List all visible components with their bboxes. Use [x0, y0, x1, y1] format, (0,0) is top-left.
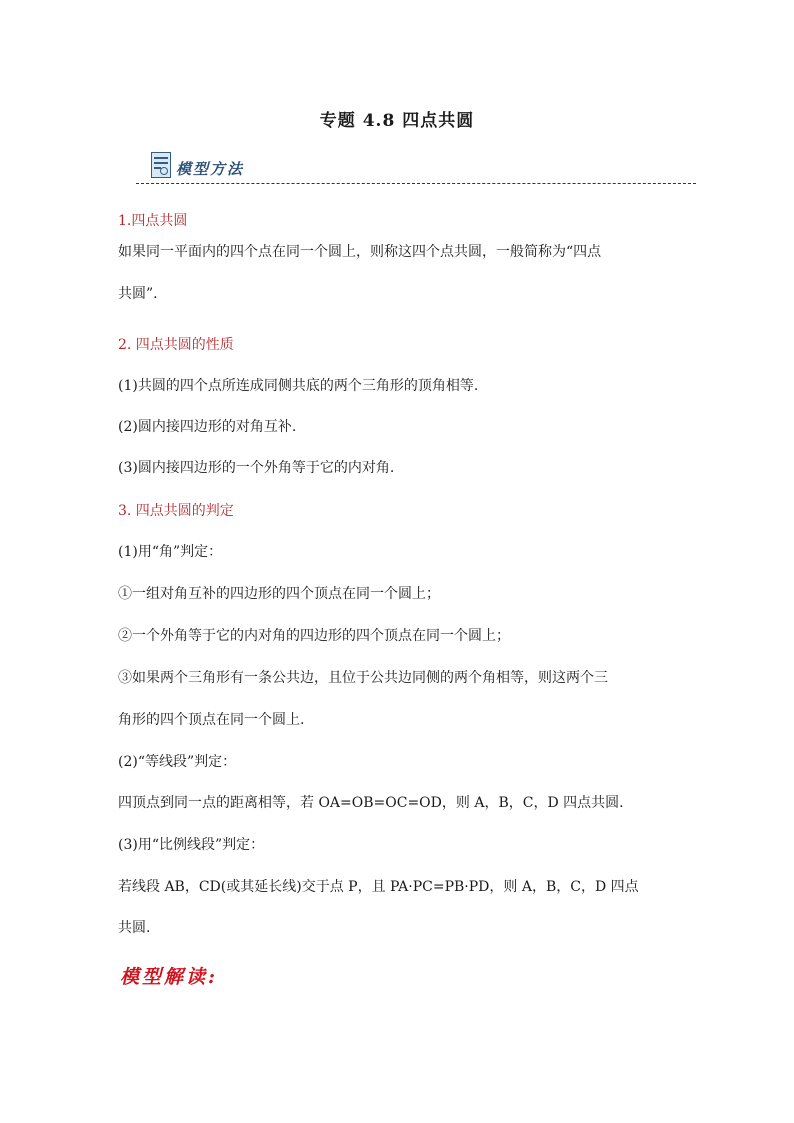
- paragraph-line: 若线段 AB，CD(或其延长线)交于点 P，且 PA·PC=PB·PD，则 A，B，C，D 四点: [118, 879, 639, 895]
- paragraph-line: ③如果两个三角形有一条公共边，且位于公共边同侧的两个角相等，则这两个三: [118, 670, 608, 686]
- section-heading: 1.四点共圆: [118, 213, 188, 229]
- page-title: 专题 4.8 四点共圆: [319, 111, 475, 131]
- paragraph-line: (1)用“角”判定：: [118, 544, 223, 560]
- banner-label: 模型方法: [176, 160, 245, 178]
- paragraph-line: (3)圆内接四边形的一个外角等于它的内对角.: [118, 460, 395, 476]
- paragraph-line: (2)“等线段”判定：: [118, 754, 237, 770]
- paragraph-line: ①一组对角互补的四边形的四个顶点在同一个圆上；: [118, 586, 440, 602]
- paragraph-line: 角形的四个顶点在同一个圆上.: [118, 712, 305, 728]
- paragraph-line: ②一个外角等于它的内对角的四边形的四个顶点在同一个圆上；: [118, 628, 510, 644]
- section-heading: 2. 四点共圆的性质: [118, 337, 234, 353]
- paragraph-line: 共圆”.: [118, 286, 158, 302]
- paragraph-line: 如果同一平面内的四个点在同一个圆上，则称这四个点共圆，一般简称为“四点: [118, 244, 602, 260]
- paragraph-line: 共圆.: [118, 920, 151, 936]
- dashed-divider: [136, 183, 696, 184]
- paragraph-line: (1)共圆的四个点所连成同侧共底的两个三角形的顶角相等.: [118, 378, 479, 394]
- paragraph-line: 四顶点到同一点的距离相等，若 OA=OB=OC=OD，则 A，B，C，D 四点共圆.: [118, 795, 624, 811]
- section-banner: [136, 152, 696, 186]
- document-icon: [151, 152, 171, 178]
- section-heading: 3. 四点共圆的判定: [118, 503, 234, 519]
- model-read-heading: 模型解读:: [120, 966, 219, 988]
- paragraph-line: (3)用“比例线段”判定：: [118, 837, 265, 853]
- paragraph-line: (2)圆内接四边形的对角互补.: [118, 419, 297, 435]
